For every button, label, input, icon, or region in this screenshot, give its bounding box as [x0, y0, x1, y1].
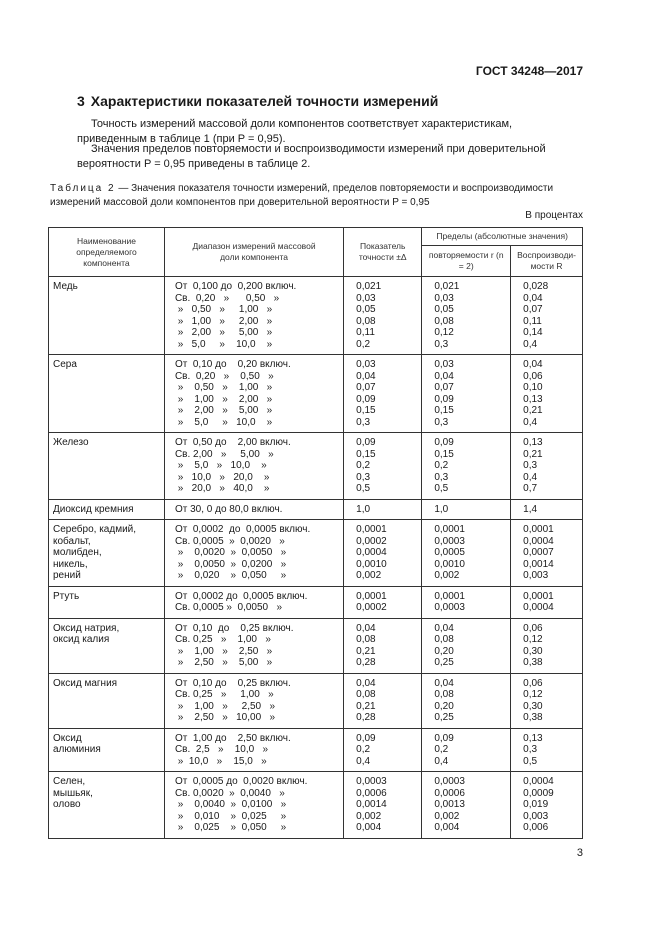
cell-repeatability [422, 433, 511, 500]
cell-range [164, 433, 343, 500]
cell-accuracy-text: 0,0003 0,0006 0,0014 0,002 0,004 [356, 776, 387, 833]
cell-repeatability-text: 0,0003 0,0006 0,0013 0,002 0,004 [434, 776, 465, 833]
cell-repeatability-text: 0,0001 0,0003 [434, 590, 465, 613]
table-row [49, 728, 583, 772]
cell-component-text: Селен, мышьяк, олово [53, 776, 93, 810]
cell-range-text: От 0,50 до 2,00 включ. Св. 2,00 » 5,00 » » 5,0 » 10,0 » » 10,0 » 20,0 » » 20,0 » 40,0 » [174, 437, 291, 494]
cell-accuracy-text: 0,04 0,08 0,21 0,28 [356, 677, 376, 723]
cell-range-text: От 0,0002 до 0,0005 включ. Св. 0,0005 » 0,0020 » » 0,0020 » 0,0050 » » 0,0050 » 0,0200 » » 0,020 » 0,050 » [174, 524, 311, 581]
table-row [49, 586, 583, 618]
header-repeatability: повторяемости r (n = 2) [422, 246, 511, 277]
cell-repeatability [422, 673, 511, 728]
section-heading [77, 93, 438, 109]
cell-repeatability-text: 0,0001 0,0003 0,0005 0,0010 0,002 [434, 524, 465, 581]
cell-accuracy-text: 0,09 0,15 0,2 0,3 0,5 [356, 437, 376, 494]
cell-accuracy [344, 520, 422, 587]
cell-repeatability [422, 277, 511, 355]
cell-repeatability [422, 499, 511, 520]
cell-component-text: Медь [53, 281, 78, 292]
cell-accuracy [344, 618, 422, 673]
cell-repeatability-text: 1,0 [434, 503, 449, 515]
cell-range-text: От 1,00 до 2,50 включ. Св. 2,5 » 10,0 » » 10,0 » 15,0 » [174, 732, 291, 767]
header-component: Наименование определяемого компонента [49, 228, 165, 277]
cell-accuracy [344, 728, 422, 772]
cell-range [164, 618, 343, 673]
cell-accuracy [344, 433, 422, 500]
cell-repeatability-text: 0,04 0,08 0,20 0,25 [434, 622, 454, 668]
header-limits: Пределы (абсолютные значения) [422, 228, 583, 246]
cell-component-text: Оксид натрия, оксид калия [53, 622, 120, 645]
cell-accuracy-text: 0,021 0,03 0,05 0,08 0,11 0,2 [356, 281, 382, 350]
cell-accuracy-text: 0,03 0,04 0,07 0,09 0,15 0,3 [356, 359, 376, 428]
cell-repeatability [422, 520, 511, 587]
cell-range-text: От 0,100 до 0,200 включ. Св. 0,20 » 0,50 » » 0,50 » 1,00 » » 1,00 » 2,00 » » 2,00 » 5,00 » » 5,0 » 10,0 » [174, 281, 297, 350]
cell-component [49, 355, 165, 433]
cell-component-text: Ртуть [53, 590, 80, 602]
cell-reproducibility [511, 355, 583, 433]
table-row [49, 277, 583, 355]
cell-repeatability [422, 772, 511, 839]
cell-accuracy [344, 277, 422, 355]
cell-reproducibility-text: 0,0004 0,0009 0,019 0,003 0,006 [523, 776, 554, 833]
table-row [49, 355, 583, 433]
cell-accuracy-text: 0,04 0,08 0,21 0,28 [356, 622, 376, 668]
cell-component-text: Железо [53, 437, 89, 448]
table-row [49, 520, 583, 587]
cell-component [49, 618, 165, 673]
cell-accuracy [344, 499, 422, 520]
table-row [49, 499, 583, 520]
cell-component-text: Сера [53, 359, 77, 370]
cell-reproducibility-text: 1,4 [523, 503, 538, 515]
header-accuracy: Показатель точности ±Δ [344, 228, 422, 277]
cell-reproducibility [511, 772, 583, 839]
section-number: 3 [77, 93, 85, 109]
cell-range [164, 520, 343, 587]
cell-repeatability-text: 0,09 0,2 0,4 [434, 732, 454, 767]
cell-component [49, 673, 165, 728]
cell-component [49, 277, 165, 355]
cell-reproducibility-text: 0,028 0,04 0,07 0,11 0,14 0,4 [523, 281, 549, 350]
cell-repeatability-text: 0,03 0,04 0,07 0,09 0,15 0,3 [434, 359, 454, 428]
cell-range [164, 728, 343, 772]
cell-range-text: От 30, 0 до 80,0 включ. [174, 503, 283, 515]
cell-component-text: Диоксид кремния [53, 503, 134, 515]
cell-component [49, 433, 165, 500]
cell-accuracy-text: 1,0 [356, 503, 371, 515]
table-row [49, 772, 583, 839]
cell-reproducibility [511, 586, 583, 618]
table-caption-text: — Значения показателя точности измерений, пределов повторяемости и воспроизводимости измерений массовой доли компонентов при доверительной вероятности P = 0,95 [50, 183, 554, 208]
table-row [49, 673, 583, 728]
cell-reproducibility-text: 0,06 0,12 0,30 0,38 [523, 677, 543, 723]
cell-reproducibility [511, 673, 583, 728]
header-range: Диапазон измерений массовой доли компонента [164, 228, 343, 277]
cell-reproducibility-text: 0,04 0,06 0,10 0,13 0,21 0,4 [523, 359, 543, 428]
paragraph-accuracy: Точность измерений массовой доли компонентов соответствует характеристикам, приведенным в таблице 1 (при P = 0,95). [77, 118, 513, 145]
cell-reproducibility [511, 433, 583, 500]
cell-component-text: Оксид алюминия [53, 732, 101, 755]
cell-repeatability [422, 586, 511, 618]
precision-table [48, 227, 583, 839]
cell-accuracy-text: 0,09 0,2 0,4 [356, 732, 376, 767]
cell-range [164, 355, 343, 433]
cell-accuracy-text: 0,0001 0,0002 0,0004 0,0010 0,002 [356, 524, 387, 581]
cell-repeatability-text: 0,09 0,15 0,2 0,3 0,5 [434, 437, 454, 494]
header-reproducibility: Воспроизводи-мости R [511, 246, 583, 277]
table-row [49, 433, 583, 500]
cell-reproducibility [511, 499, 583, 520]
cell-range-text: От 0,10 до 0,25 включ. Св. 0,25 » 1,00 » » 1,00 » 2,50 » » 2,50 » 5,00 » [174, 622, 294, 668]
cell-range-text: От 0,10 до 0,25 включ. Св. 0,25 » 1,00 » » 1,00 » 2,50 » » 2,50 » 10,00 » [174, 677, 291, 723]
section-title: Характеристики показателей точности измерений [90, 93, 439, 109]
cell-component [49, 586, 165, 618]
cell-repeatability [422, 728, 511, 772]
cell-range [164, 772, 343, 839]
table-caption-label: Таблица 2 [50, 183, 116, 194]
cell-repeatability [422, 355, 511, 433]
cell-accuracy-text: 0,0001 0,0002 [356, 590, 387, 613]
cell-component [49, 520, 165, 587]
cell-component [49, 772, 165, 839]
cell-reproducibility-text: 0,0001 0,0004 0,0007 0,0014 0,003 [523, 524, 554, 581]
cell-reproducibility-text: 0,06 0,12 0,30 0,38 [523, 622, 543, 668]
cell-reproducibility [511, 520, 583, 587]
table-units: В процентах [525, 210, 583, 221]
cell-component-text: Оксид магния [53, 677, 118, 689]
cell-repeatability-text: 0,021 0,03 0,05 0,08 0,12 0,3 [434, 281, 460, 350]
cell-range [164, 277, 343, 355]
cell-reproducibility [511, 277, 583, 355]
cell-reproducibility-text: 0,0001 0,0004 [523, 590, 554, 613]
cell-range-text: От 0,0005 до 0,0020 включ. Св. 0,0020 » 0,0040 » » 0,0040 » 0,0100 » » 0,010 » 0,025 » » 0,025 » 0,050 » [174, 776, 308, 833]
cell-accuracy [344, 673, 422, 728]
cell-range [164, 586, 343, 618]
cell-repeatability-text: 0,04 0,08 0,20 0,25 [434, 677, 454, 723]
table-row [49, 618, 583, 673]
paragraph-limits: Значения пределов повторяемости и воспроизводимости измерений при доверительной вероятности P = 0,95 приведены в таблице 2. [77, 143, 546, 170]
cell-accuracy [344, 772, 422, 839]
cell-range-text: От 0,0002 до 0,0005 включ. Св. 0,0005 » 0,0050 » [174, 590, 308, 613]
cell-reproducibility [511, 728, 583, 772]
cell-component-text: Серебро, кадмий, кобальт, молибден, никель, рений [53, 524, 137, 581]
cell-reproducibility-text: 0,13 0,3 0,5 [523, 732, 543, 767]
cell-range-text: От 0,10 до 0,20 включ. Св. 0,20 » 0,50 » » 0,50 » 1,00 » » 1,00 » 2,00 » » 2,00 » 5,00 » » 5,0 » 10,0 » [174, 359, 291, 428]
cell-component [49, 728, 165, 772]
table-body [49, 277, 583, 839]
cell-component [49, 499, 165, 520]
cell-accuracy [344, 355, 422, 433]
page-number: 3 [576, 847, 583, 859]
standard-number: ГОСТ 34248—2017 [475, 64, 583, 78]
cell-accuracy [344, 586, 422, 618]
cell-reproducibility-text: 0,13 0,21 0,3 0,4 0,7 [523, 437, 543, 494]
cell-reproducibility [511, 618, 583, 673]
cell-repeatability [422, 618, 511, 673]
cell-range [164, 673, 343, 728]
cell-range [164, 499, 343, 520]
table-caption [50, 182, 584, 210]
